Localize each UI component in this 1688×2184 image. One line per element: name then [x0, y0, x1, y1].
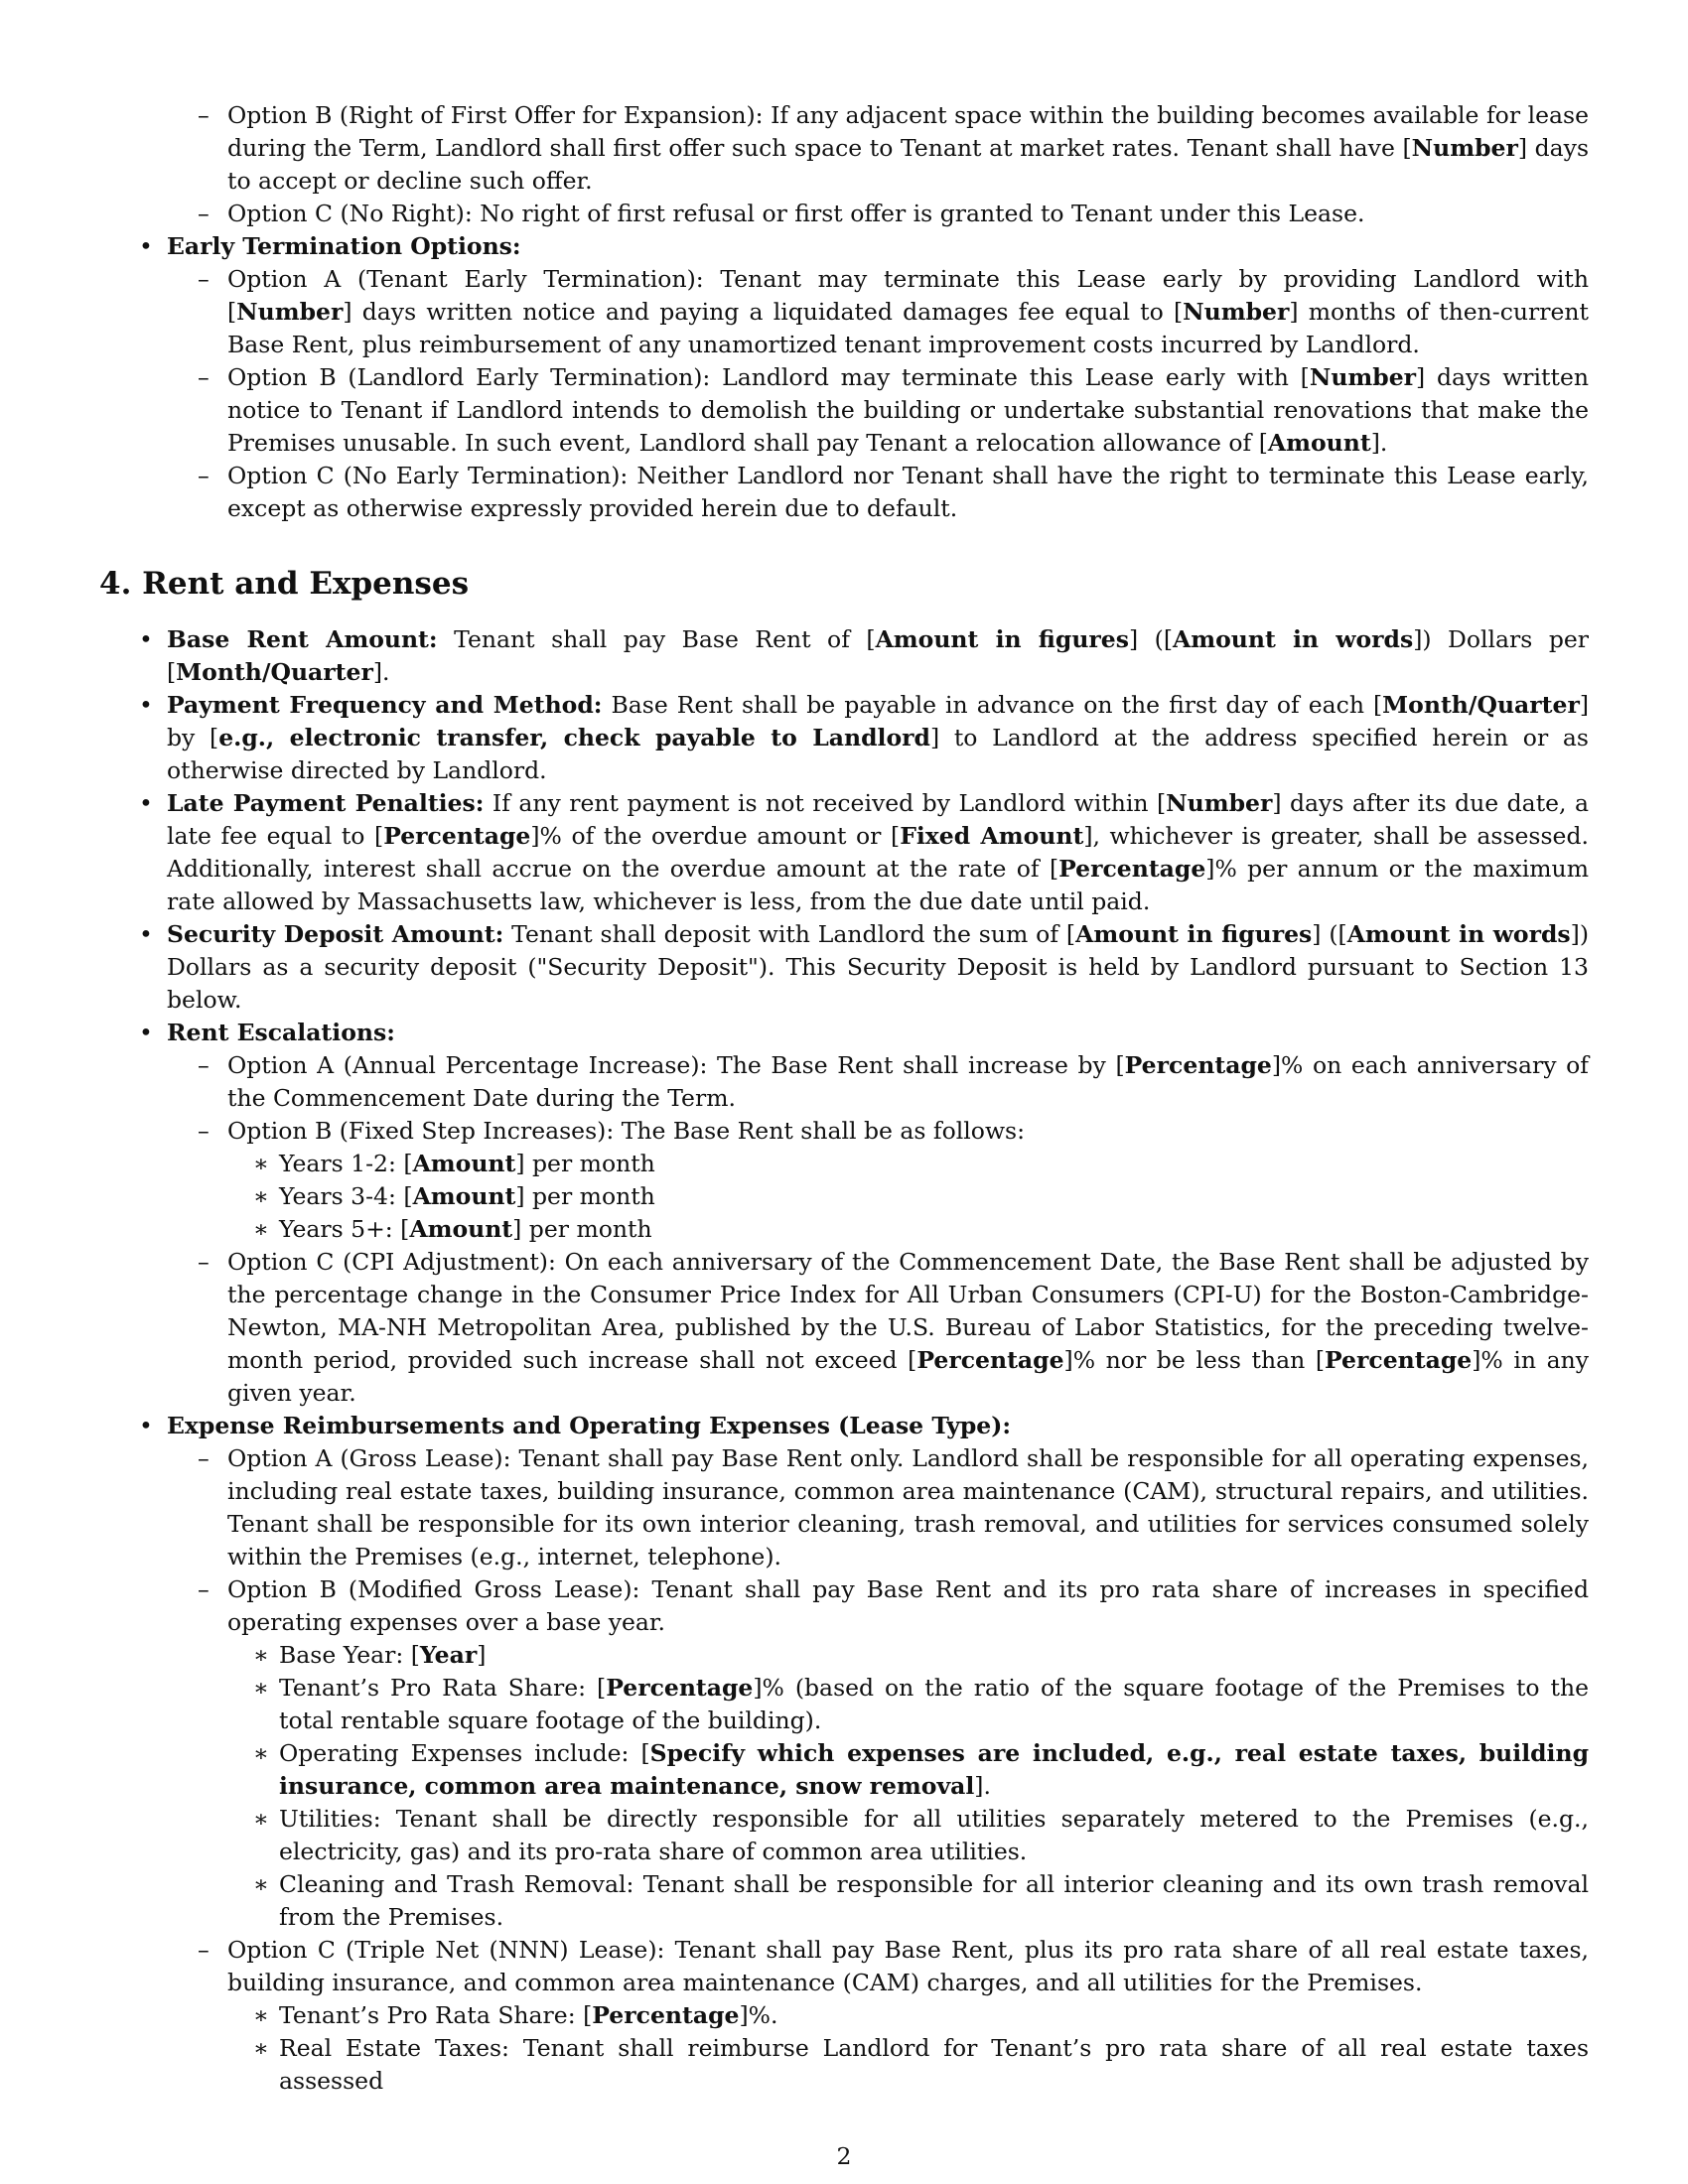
option-text: ] days written notice to Tenant if Landlord intends to demolish the building or undertake substantial renovations that make the Premises unusable. In such event, Landlord shall pay Tenant a relocation allowance of [: [227, 363, 1589, 457]
bullet-marker: •: [139, 1019, 153, 1046]
list-item-triple-net-lease: – Option C (Triple Net (NNN) Lease): Tenant shall pay Base Rent, plus its pro rata share of all real estate taxes, building insurance, and common area maintenance (CAM) charges, and all utilities for the Premises.: [198, 1936, 1589, 1996]
placeholder-field: Specify which expenses are included, e.g., real estate taxes, building insurance, common area maintenance, snow removal: [279, 1739, 1590, 1800]
list-item-gross-lease: – Option A (Gross Lease): Tenant shall pay Base Rent only. Landlord shall be responsible for all operating expenses, including real estate taxes, building insurance, common area maintenance (CAM), structural repairs, and utilities. Tenant shall be responsible for its own interior cleaning, trash removal, and utilities for services consumed solely within the Premises (e.g., internet, telephone).: [198, 1444, 1589, 1570]
dash-marker: –: [198, 265, 210, 293]
star-marker: ∗: [253, 2001, 269, 2029]
item-heading: Security Deposit Amount:: [167, 920, 504, 948]
list-item-base-year: ∗ Base Year: [Year]: [279, 1639, 1589, 1672]
star-marker: ∗: [253, 1739, 269, 1767]
placeholder-field: Number: [1309, 363, 1417, 391]
option-text: Option B (Right of First Offer for Expansion): If any adjacent space within the building becomes available for lease during the Term, Landlord shall first offer such space to Tenant at market rates. Tenant shall have [: [227, 101, 1589, 162]
list-item-no-right: [198, 198, 1589, 230]
star-marker: ∗: [253, 1641, 269, 1669]
placeholder-field: Year: [419, 1641, 478, 1669]
item-heading: Payment Frequency and Method:: [167, 691, 603, 719]
bullet-marker: •: [139, 1412, 153, 1439]
placeholder-field: Amount: [412, 1150, 516, 1177]
list-item-fixed-steps: – Option B (Fixed Step Increases): The Base Rent shall be as follows:: [227, 1115, 1589, 1148]
placeholder-field: Percentage: [606, 1674, 754, 1702]
star-marker: ∗: [253, 1870, 269, 1898]
bullet-marker: •: [139, 625, 153, 653]
list-item-landlord-early-termination: [198, 361, 1589, 460]
dash-marker: –: [198, 101, 210, 129]
placeholder-field: Number: [236, 298, 344, 326]
placeholder-field: Amount: [409, 1215, 513, 1243]
item-heading: Base Rent Amount:: [167, 625, 438, 653]
list-item-late-payment: • Late Payment Penalties: If any rent payment is not received by Landlord within [Number] days after its due date, a late fee equal to [Percentage]% of the overdue amount or [Fixed Amount], whichever is greater, shall be assessed. Additionally, interest shall accrue on the overdue amount at the rate of [Percentage]% per annum or the maximum rate allowed by Massachusetts law, whichever is less, from the due date until paid.: [139, 789, 1589, 915]
list-item-step: ∗ Years 5+: [Amount] per month: [279, 1213, 1589, 1246]
star-marker: ∗: [253, 1182, 269, 1210]
page-number: 2: [836, 2142, 852, 2170]
bullet-marker: •: [139, 920, 153, 948]
star-marker: ∗: [253, 1215, 269, 1243]
dash-marker: –: [198, 1575, 210, 1603]
star-marker: ∗: [253, 2034, 269, 2062]
star-marker: ∗: [253, 1150, 269, 1177]
list-item-utilities: ∗ Utilities: Tenant shall be directly responsible for all utilities separately metered to the Premises (e.g., electricity, gas) and its pro-rata share of common area utilities.: [253, 1805, 1589, 1865]
dash-marker: –: [198, 1051, 210, 1079]
bullet-marker: •: [139, 232, 153, 260]
list-item-base-rent: • Base Rent Amount: Tenant shall pay Base Rent of [Amount in figures] ([Amount in words]) Dollars per [Month/Quarter].: [139, 625, 1590, 686]
placeholder-field: Percentage: [1325, 1346, 1473, 1374]
list-item-no-early-termination: [198, 460, 1589, 525]
placeholder-field: Percentage: [916, 1346, 1064, 1374]
section-heading: 4. Rent and Expenses: [99, 566, 470, 602]
list-item-tenant-early-termination: [198, 263, 1589, 361]
option-text: Option A (Tenant Early Termination): Tenant may terminate this Lease early by providing Landlord with [: [227, 265, 1589, 326]
dash-marker: –: [198, 200, 210, 227]
dash-marker: –: [198, 1117, 210, 1145]
list-item-security-deposit: • Security Deposit Amount: Tenant shall deposit with Landlord the sum of [Amount in figures] ([Amount in words]) Dollars as a security deposit ("Security Deposit"). This Security Deposit is held by Landlord pursuant to Section 13 below.: [139, 920, 1589, 1014]
star-marker: ∗: [253, 1674, 269, 1702]
list-item-annual-increase: – Option A (Annual Percentage Increase): The Base Rent shall increase by [Percentage]% on each anniversary of the Commencement Date during the Term.: [198, 1051, 1589, 1112]
item-heading: Expense Reimbursements and Operating Expenses (Lease Type):: [167, 1412, 1012, 1439]
placeholder-field: Number: [1183, 298, 1290, 326]
list-item-nnn-pro-rata: ∗ Tenant’s Pro Rata Share: [Percentage]%.: [279, 1999, 1589, 2032]
option-text: ] months of then-current Base Rent, plus reimbursement of any unamortized tenant improvement costs incurred by Landlord.: [227, 298, 1589, 358]
placeholder-field: Amount in words: [1173, 625, 1414, 653]
list-item-payment-frequency: • Payment Frequency and Method: Base Rent shall be payable in advance on the first day of each [Month/Quarter] by [e.g., electronic transfer, check payable to Landlord] to Landlord at the address specified herein or as otherwise directed by Landlord.: [139, 691, 1589, 784]
option-text: ] days written notice and paying a liquidated damages fee equal to [: [343, 298, 1184, 326]
item-heading: Rent Escalations:: [167, 1019, 395, 1046]
option-text: Option B (Landlord Early Termination): Landlord may terminate this Lease early with [: [227, 363, 1310, 391]
bullet-marker: •: [139, 691, 153, 719]
dash-marker: –: [198, 1248, 210, 1276]
placeholder-field: Amount: [1267, 429, 1371, 457]
item-heading: Late Payment Penalties:: [167, 789, 485, 817]
placeholder-field: Fixed Amount: [900, 822, 1084, 850]
placeholder-field: e.g., electronic transfer, check payable to Landlord: [218, 724, 930, 751]
list-item-step: ∗ Years 3-4: [Amount] per month: [279, 1180, 1589, 1213]
list-item-modified-gross-lease: – Option B (Modified Gross Lease): Tenant shall pay Base Rent and its pro rata share of increases in specified operating expenses over a base year.: [198, 1575, 1589, 1636]
dash-marker: –: [198, 1444, 210, 1472]
option-text: Option C (No Right): No right of first refusal or first offer is granted to Tenant under this Lease.: [227, 200, 1365, 227]
placeholder-field: Month/Quarter: [1382, 691, 1580, 719]
list-item-cpi-adjustment: – Option C (CPI Adjustment): On each anniversary of the Commencement Date, the Base Rent shall be adjusted by the percentage change in the Consumer Price Index for All Urban Consumers (CPI-U) for the Boston-Cambridge-Newton, MA-NH Metropolitan Area, published by the U.S. Bureau of Labor Statistics, for the preceding twelve-month period, provided such increase shall not exceed [Percentage]% nor be less than [Percentage]% in any given year.: [198, 1248, 1589, 1407]
dash-marker: –: [198, 363, 210, 391]
list-item-early-termination: [139, 230, 1589, 263]
option-text: Option C (No Early Termination): Neither Landlord nor Tenant shall have the right to terminate this Lease early, except as otherwise expressly provided herein due to default.: [227, 462, 1589, 522]
list-item-cleaning: ∗ Cleaning and Trash Removal: Tenant shall be responsible for all interior cleaning and its own trash removal from the Premises.: [253, 1870, 1589, 1931]
placeholder-field: Percentage: [1124, 1051, 1272, 1079]
placeholder-field: Number: [1166, 789, 1273, 817]
placeholder-field: Percentage: [592, 2001, 740, 2029]
list-item-step: ∗ Years 1-2: [Amount] per month: [279, 1148, 1589, 1180]
item-heading: Early Termination Options:: [167, 232, 521, 260]
option-text: ].: [1370, 429, 1388, 457]
option-text: ] days to accept or decline such offer.: [227, 134, 1590, 195]
list-item-pro-rata-share: ∗ Tenant’s Pro Rata Share: [Percentage]% (based on the ratio of the square footage of the Premises to the total rentable square footage of the building).: [253, 1674, 1589, 1734]
bullet-marker: •: [139, 789, 153, 817]
list-item-operating-expenses: ∗ Operating Expenses include: [Specify which expenses are included, e.g., real estate taxes, building insurance, common area maintenance, snow removal].: [253, 1739, 1590, 1800]
placeholder-field: Amount in words: [1346, 920, 1571, 948]
placeholder-field: Amount in figures: [1075, 920, 1313, 948]
list-item-right-of-first-offer: [198, 99, 1590, 198]
list-item-rent-escalations: [139, 1017, 1589, 1049]
placeholder-field: Amount: [412, 1182, 516, 1210]
placeholder-field: Percentage: [1058, 855, 1206, 883]
list-item-expense-reimbursements: [139, 1410, 1589, 1442]
list-item-real-estate-taxes: ∗ Real Estate Taxes: Tenant shall reimburse Landlord for Tenant’s pro rata share of all real estate taxes assessed: [253, 2034, 1589, 2095]
placeholder-field: Percentage: [383, 822, 531, 850]
placeholder-field: Month/Quarter: [176, 658, 373, 686]
placeholder-field: Amount in figures: [875, 625, 1129, 653]
star-marker: ∗: [253, 1805, 269, 1833]
dash-marker: –: [198, 462, 210, 489]
dash-marker: –: [198, 1936, 210, 1964]
placeholder-field: Number: [1411, 134, 1518, 162]
